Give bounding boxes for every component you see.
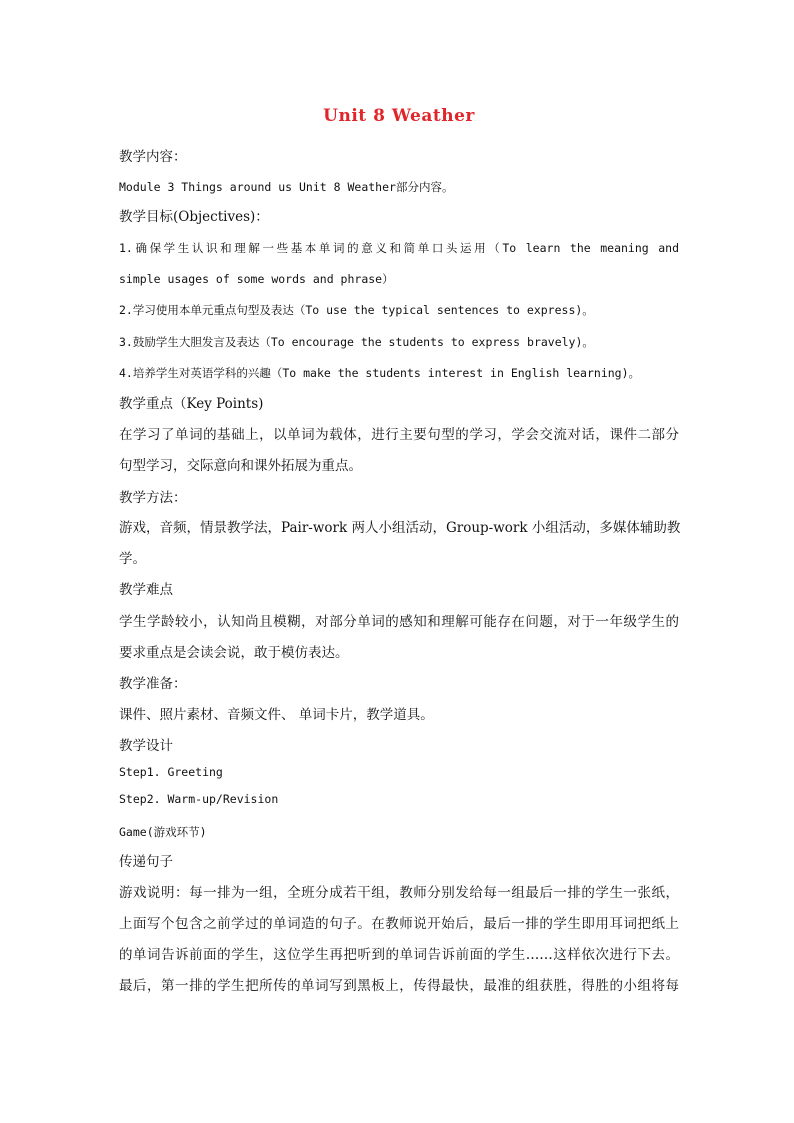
heading-objectives: 教学目标(Objectives)： xyxy=(119,209,269,225)
difficulties-line-2: 要求重点是会读会说，敢于模仿表达。 xyxy=(119,645,349,661)
preparation-text: 课件、照片素材、音频文件、 单词卡片，教学道具。 xyxy=(119,707,434,723)
key-points-line-2: 句型学习，交际意向和课外拓展为重点。 xyxy=(119,458,362,474)
objective-1-line-1: 1.确保学生认识和理解一些基本单词的意义和简单口头运用（To learn the meaning and xyxy=(119,241,679,255)
heading-content: 教学内容： xyxy=(119,149,187,165)
heading-key-points: 教学重点（Key Points) xyxy=(119,396,264,412)
heading-design: 教学设计 xyxy=(119,738,173,754)
step-1: Step1. Greeting xyxy=(119,765,223,779)
game-desc-line-1: 游戏说明：每一排为一组，全班分成若干组，教师分别发给每一组最后一排的学生一张纸， xyxy=(119,885,679,901)
key-points-line-1: 在学习了单词的基础上，以单词为载体，进行主要句型的学习，学会交流对话，课件二部分 xyxy=(119,427,679,443)
step-2: Step2. Warm-up/Revision xyxy=(119,792,279,806)
difficulties-line-1: 学生学龄较小，认知尚且模糊，对部分单词的感知和理解可能存在问题，对于一年级学生的 xyxy=(119,614,679,630)
game-heading: Game(游戏环节) xyxy=(119,825,207,839)
objective-3: 3.鼓励学生大胆发言及表达（To encourage the students to express bravely)。 xyxy=(119,335,594,349)
objective-2: 2.学习使用本单元重点句型及表达（To use the typical sentences to express)。 xyxy=(119,303,594,317)
game-name: 传递句子 xyxy=(119,854,173,870)
game-desc-line-3: 的单词告诉前面的学生，这位学生再把听到的单词告诉前面的学生……这样依次进行下去。 xyxy=(119,947,679,963)
objective-1-line-2: simple usages of some words and phrase） xyxy=(119,272,394,286)
game-desc-line-2: 上面写个包含之前学过的单词造的句子。在教师说开始后，最后一排的学生即用耳词把纸上 xyxy=(119,916,679,932)
game-desc-line-4: 最后，第一排的学生把所传的单词写到黑板上，传得最快，最准的组获胜，得胜的小组将每 xyxy=(119,978,679,994)
heading-methods: 教学方法： xyxy=(119,490,187,506)
document-title: Unit 8 Weather xyxy=(323,106,475,126)
heading-difficulties: 教学难点 xyxy=(119,582,173,598)
methods-line-2: 学。 xyxy=(119,551,146,567)
objective-4: 4.培养学生对英语学科的兴趣（To make the students interest in English learning)。 xyxy=(119,366,641,380)
content-text: Module 3 Things around us Unit 8 Weather部分内容。 xyxy=(119,180,454,194)
heading-preparation: 教学准备： xyxy=(119,676,187,692)
methods-line-1: 游戏，音频，情景教学法，Pair-work 两人小组活动，Group-work 小组活动，多媒体辅助教 xyxy=(119,520,681,536)
